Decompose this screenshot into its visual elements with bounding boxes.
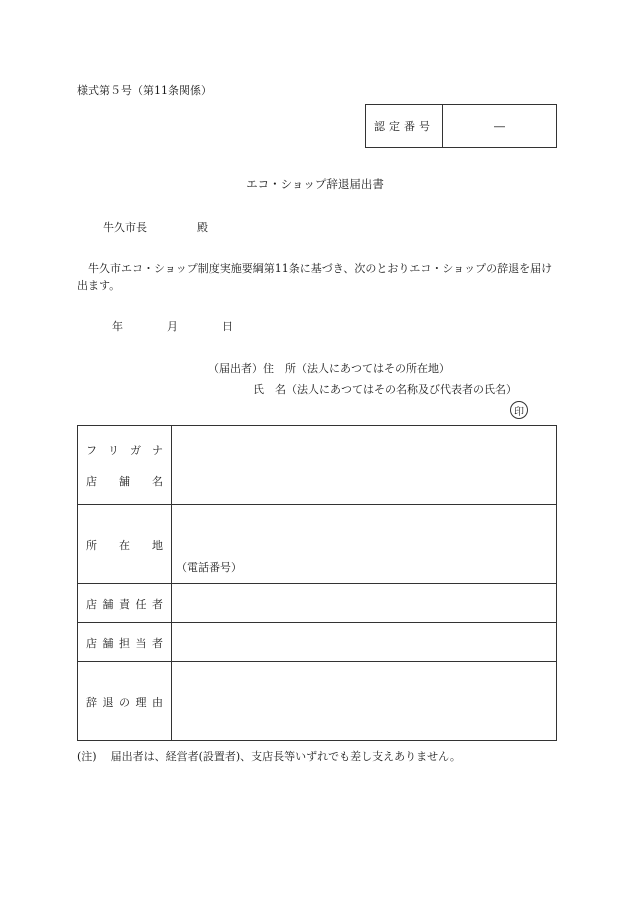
withdrawal-reason-label: 辞 退 の 理 由	[86, 696, 163, 709]
store-name-field[interactable]	[172, 426, 557, 505]
date-day: 日	[222, 320, 233, 333]
store-info-table	[77, 425, 557, 741]
reason-label-cell	[78, 662, 172, 741]
honorific: 殿	[197, 221, 208, 234]
certification-number-label: 認定番号	[366, 105, 443, 147]
furigana-label: フ リ ガ ナ	[86, 444, 163, 457]
location-label: 所 在 地	[86, 539, 163, 552]
date-line	[112, 318, 233, 334]
withdrawal-reason-field[interactable]	[172, 662, 557, 741]
contact-label-cell	[78, 623, 172, 662]
seal-mark: 印	[510, 401, 528, 419]
certification-number-box	[365, 104, 557, 148]
addressee: 牛久市長	[103, 221, 147, 234]
date-month: 月	[167, 320, 178, 333]
certification-number-value: ―	[494, 119, 505, 133]
date-year: 年	[112, 320, 123, 333]
phone-number-label: （電話番号）	[176, 561, 242, 574]
form-number-label: 様式第５号（第11条関係）	[77, 84, 212, 97]
store-manager-label: 店 舗 責 任 者	[86, 598, 163, 611]
location-field[interactable]	[172, 505, 557, 584]
location-label-cell	[78, 505, 172, 584]
footnote-text: 届出者は、経営者(設置者)、支店長等いずれでも差し支えありません。	[110, 750, 461, 763]
footnote-prefix: (注)	[77, 750, 97, 763]
store-contact-label: 店 舗 担 当 者	[86, 637, 163, 650]
applicant-name-line: 氏 名（法人にあつてはその名称及び代表者の氏名）	[253, 383, 517, 396]
body-text: 牛久市エコ・ショップ制度実施要綱第11条に基づき、次のとおりエコ・ショップの辞退を届け出ます。	[77, 262, 553, 292]
store-contact-field[interactable]	[172, 623, 557, 662]
applicant-address-line: （届出者）住 所（法人にあつてはその所在地）	[208, 362, 450, 375]
manager-label-cell	[78, 584, 172, 623]
store-name-label: 店 舗 名	[86, 475, 163, 488]
store-manager-field[interactable]	[172, 584, 557, 623]
store-name-label-cell	[78, 426, 172, 505]
footnote	[77, 748, 461, 764]
document-title: エコ・ショップ辞退届出書	[246, 177, 384, 191]
